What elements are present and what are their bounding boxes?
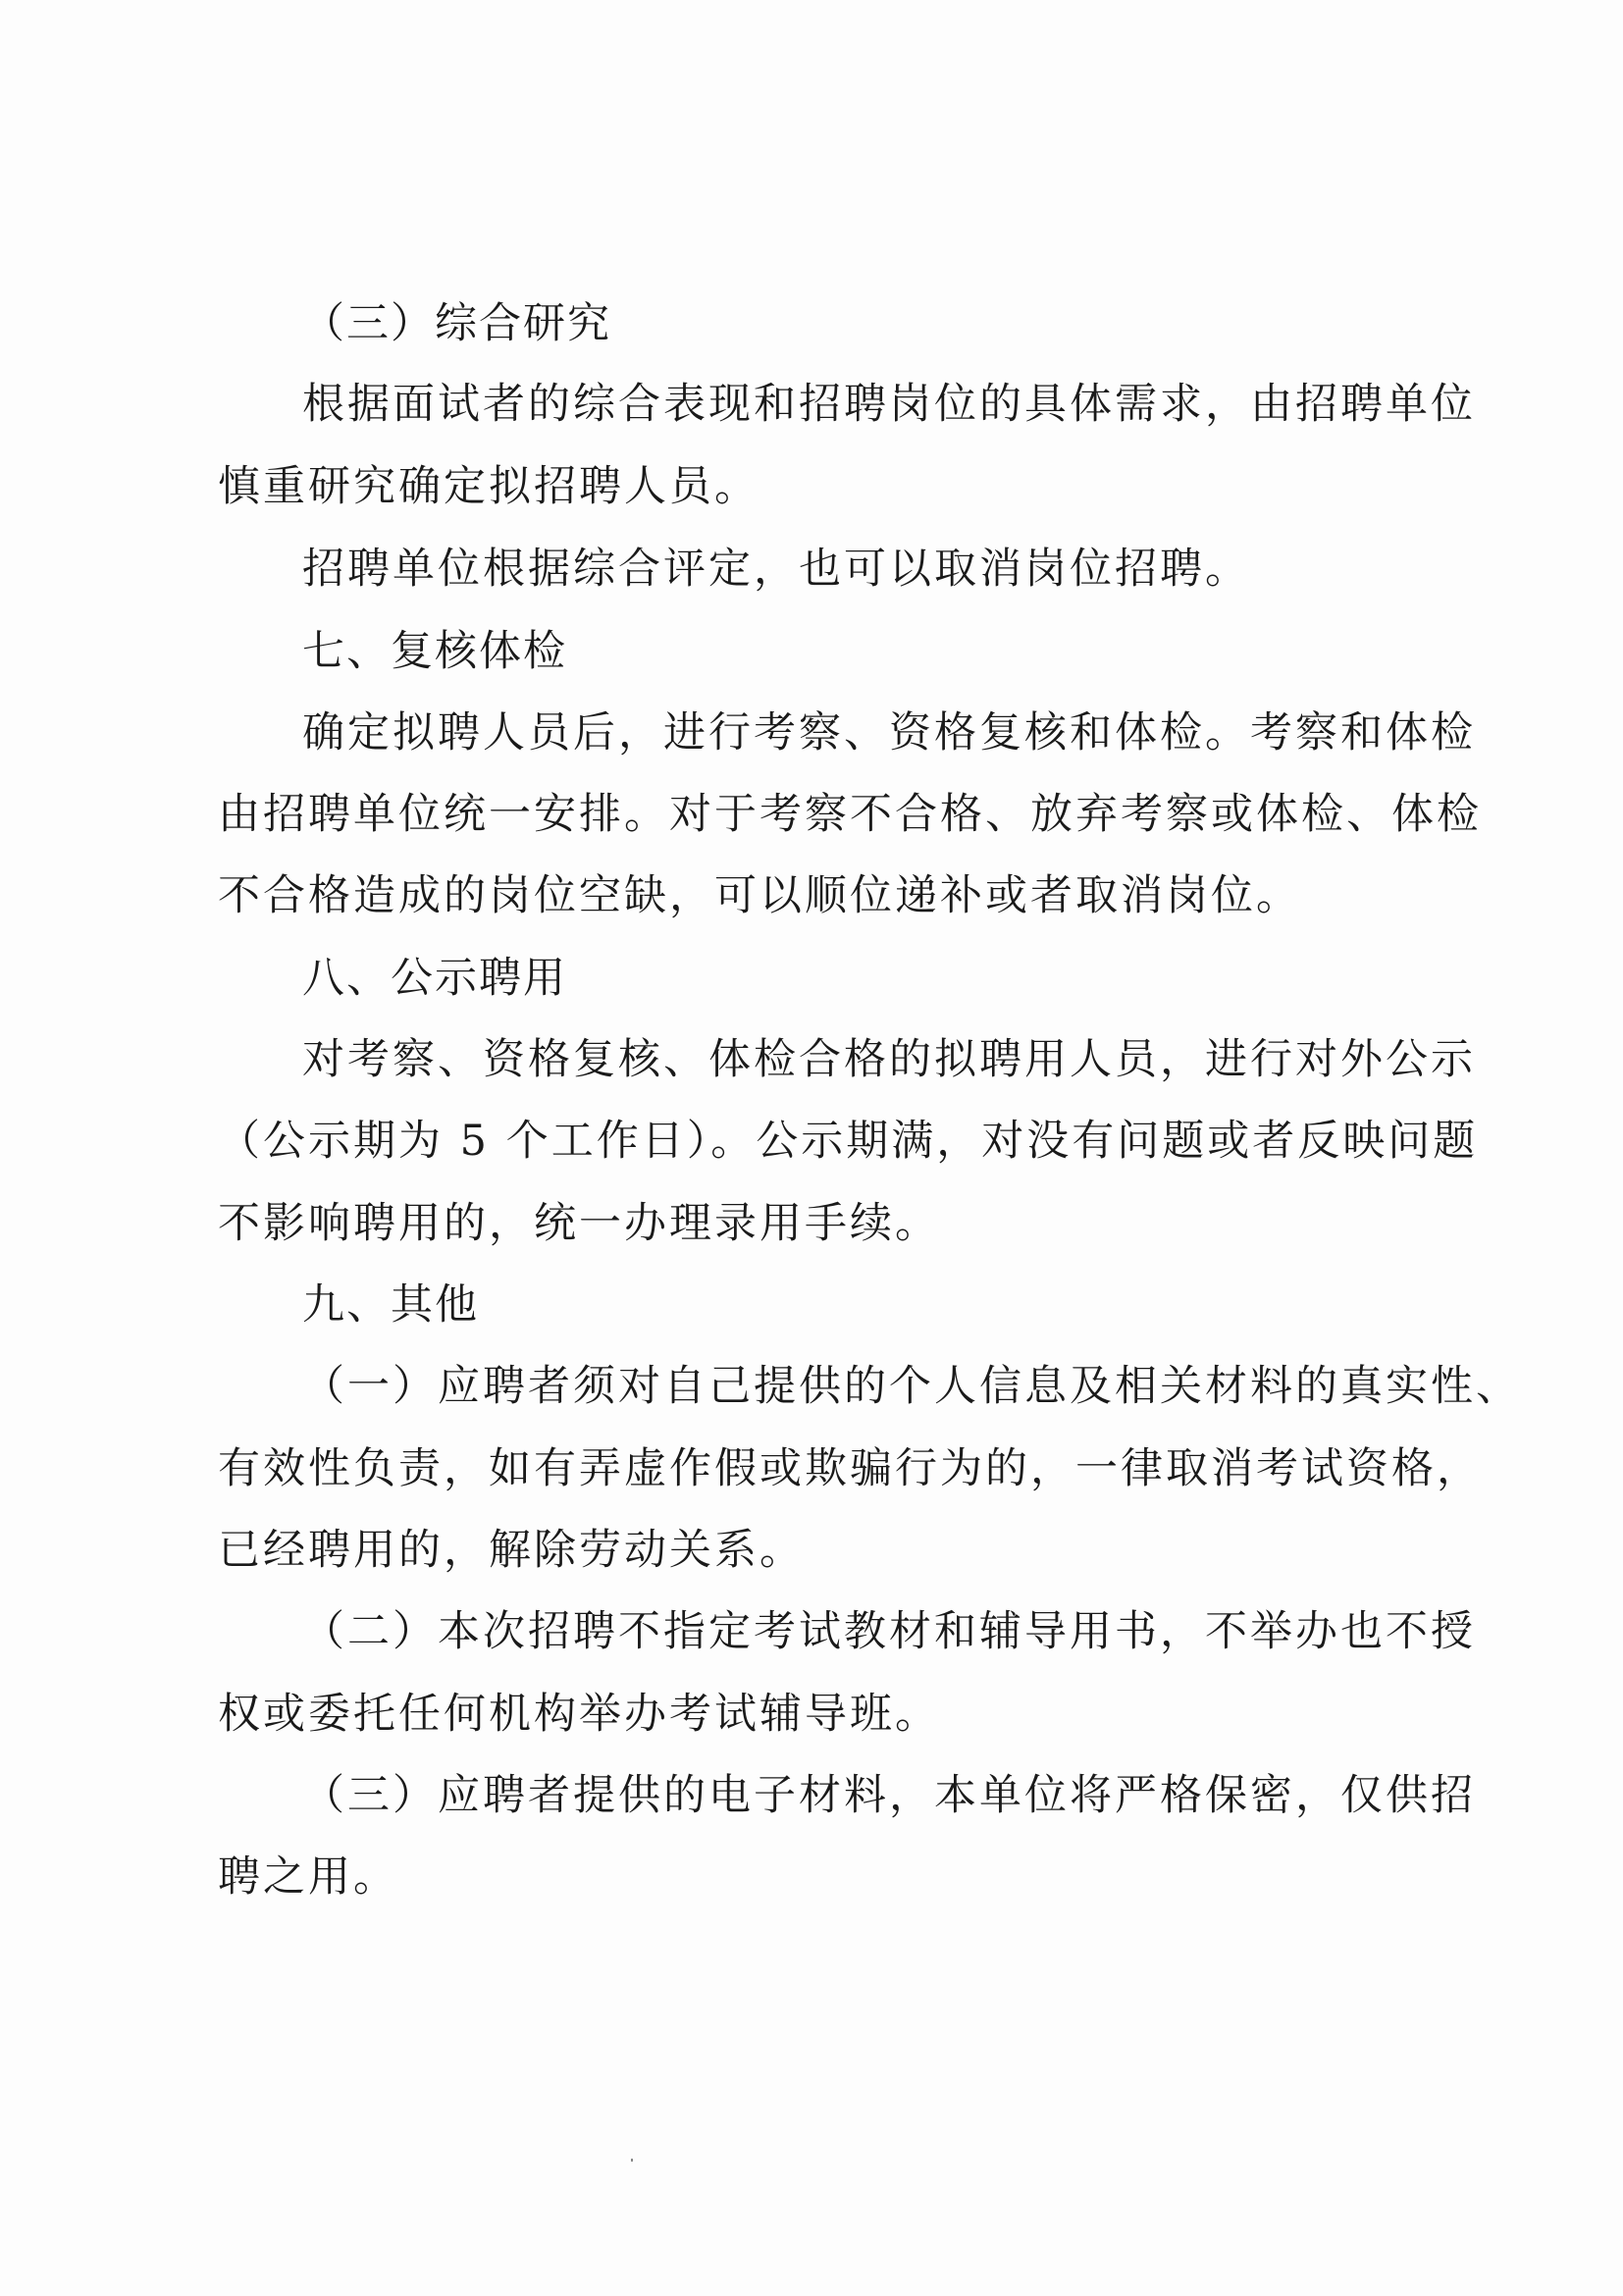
paragraph-line: 对考察、资格复核、体检合格的拟聘用人员，进行对外公示 bbox=[302, 1035, 1476, 1084]
paragraph-line: 已经聘用的，解除劳动关系。 bbox=[218, 1526, 805, 1575]
paragraph-line: 不合格造成的岗位空缺，可以顺位递补或者取消岗位。 bbox=[218, 871, 1301, 920]
paragraph-line: 慎重研究确定拟招聘人员。 bbox=[218, 462, 759, 511]
paragraph-line: （二）本次招聘不指定考试教材和辅导用书，不举办也不授 bbox=[302, 1607, 1476, 1656]
paragraph-line: 根据面试者的综合表现和招聘岗位的具体需求，由招聘单位 bbox=[302, 380, 1476, 429]
paragraph-line: （一）应聘者须对自己提供的个人信息及相关材料的真实性、 bbox=[302, 1362, 1521, 1411]
scan-speck bbox=[631, 2159, 633, 2162]
paragraph-line: 聘之用。 bbox=[218, 1852, 398, 1902]
paragraph-line: （公示期为 5 个工作日）。公示期满，对没有问题或者反映问题 bbox=[218, 1117, 1479, 1166]
paragraph-line: 有效性负责，如有弄虚作假或欺骗行为的，一律取消考试资格， bbox=[218, 1444, 1482, 1493]
section-heading-public-notice: 八、公示聘用 bbox=[302, 954, 567, 1003]
paragraph-line: （三）应聘者提供的电子材料，本单位将严格保密，仅供招 bbox=[302, 1771, 1476, 1820]
section-heading-review-exam: 七、复核体检 bbox=[302, 627, 567, 676]
paragraph-line: 确定拟聘人员后，进行考察、资格复核和体检。考察和体检 bbox=[302, 708, 1476, 757]
paragraph-line: 招聘单位根据综合评定，也可以取消岗位招聘。 bbox=[302, 545, 1250, 594]
subsection-heading-comprehensive-study: （三）综合研究 bbox=[302, 299, 611, 348]
paragraph-line: 权或委托任何机构举办考试辅导班。 bbox=[218, 1690, 940, 1739]
section-heading-other: 九、其他 bbox=[302, 1280, 479, 1330]
paragraph-line: 不影响聘用的，统一办理录用手续。 bbox=[218, 1199, 940, 1248]
paragraph-line: 由招聘单位统一安排。对于考察不合格、放弃考察或体检、体检 bbox=[218, 790, 1482, 839]
